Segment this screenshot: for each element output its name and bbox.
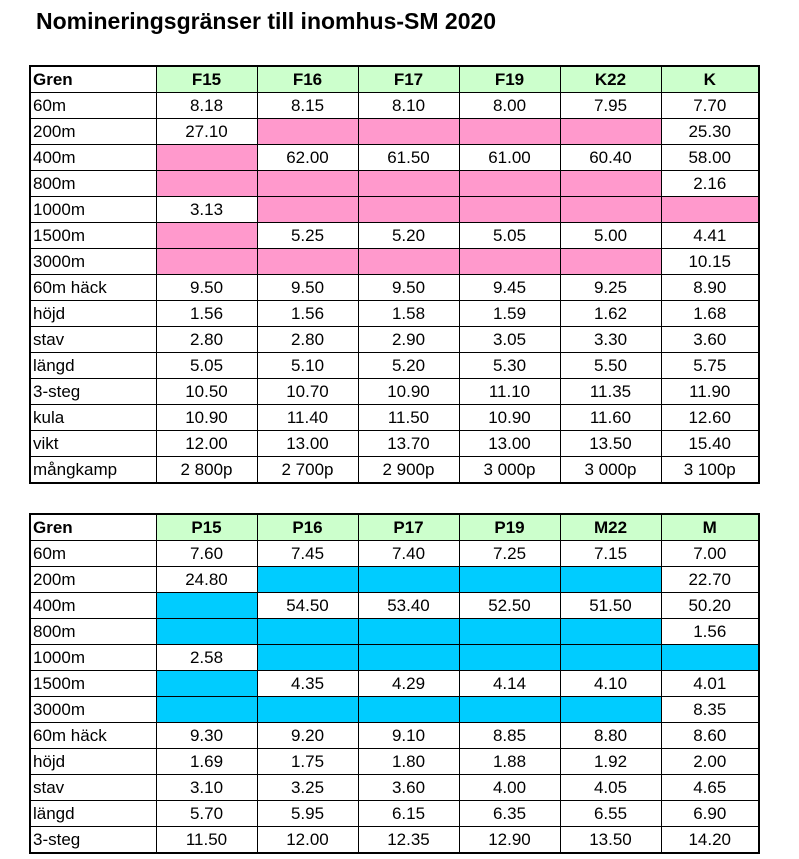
table-row [30, 327, 759, 353]
limit-value-cell: 2.58 [156, 645, 257, 671]
event-name-cell: stav [30, 775, 156, 801]
limit-value-cell: 3 000p [459, 457, 560, 484]
table-row [30, 749, 759, 775]
table-row [30, 567, 759, 593]
not-applicable-cell [560, 171, 661, 197]
table-row [30, 353, 759, 379]
limit-value-cell: 25.30 [661, 119, 759, 145]
limit-value-cell: 12.00 [156, 431, 257, 457]
not-applicable-cell [358, 197, 459, 223]
not-applicable-cell [560, 567, 661, 593]
limit-value-cell: 7.40 [358, 541, 459, 567]
not-applicable-cell [257, 119, 358, 145]
not-applicable-cell [358, 619, 459, 645]
limit-value-cell: 5.30 [459, 353, 560, 379]
limit-value-cell: 10.90 [156, 405, 257, 431]
limit-value-cell: 5.25 [257, 223, 358, 249]
limit-value-cell: 61.50 [358, 145, 459, 171]
limit-value-cell: 5.10 [257, 353, 358, 379]
limit-value-cell: 7.95 [560, 93, 661, 119]
limit-value-cell: 2.00 [661, 749, 759, 775]
limit-value-cell: 10.50 [156, 379, 257, 405]
limit-value-cell: 1.92 [560, 749, 661, 775]
limit-value-cell: 7.25 [459, 541, 560, 567]
table-row [30, 541, 759, 567]
table-row [30, 301, 759, 327]
limit-value-cell: 4.14 [459, 671, 560, 697]
not-applicable-cell [358, 119, 459, 145]
limit-value-cell: 1.68 [661, 301, 759, 327]
limit-value-cell: 6.35 [459, 801, 560, 827]
limit-value-cell: 7.45 [257, 541, 358, 567]
limit-value-cell: 15.40 [661, 431, 759, 457]
limit-value-cell: 8.00 [459, 93, 560, 119]
table-row [30, 593, 759, 619]
not-applicable-cell [661, 645, 759, 671]
limit-value-cell: 1.62 [560, 301, 661, 327]
limit-value-cell: 10.15 [661, 249, 759, 275]
event-name-cell: 1000m [30, 645, 156, 671]
limit-value-cell: 7.00 [661, 541, 759, 567]
limit-value-cell: 11.90 [661, 379, 759, 405]
not-applicable-cell [358, 171, 459, 197]
not-applicable-cell [156, 145, 257, 171]
limit-value-cell: 3 100p [661, 457, 759, 484]
event-name-cell: 60m häck [30, 723, 156, 749]
limit-value-cell: 54.50 [257, 593, 358, 619]
limit-value-cell: 8.85 [459, 723, 560, 749]
event-name-cell: 60m [30, 541, 156, 567]
event-name-cell: 3000m [30, 697, 156, 723]
limit-value-cell: 13.50 [560, 827, 661, 854]
not-applicable-cell [358, 567, 459, 593]
limit-value-cell: 11.10 [459, 379, 560, 405]
limit-value-cell: 8.80 [560, 723, 661, 749]
limit-value-cell: 9.20 [257, 723, 358, 749]
column-header-class: M [661, 514, 759, 541]
table-row [30, 697, 759, 723]
column-header-class: M22 [560, 514, 661, 541]
not-applicable-cell [257, 249, 358, 275]
not-applicable-cell [257, 645, 358, 671]
limit-value-cell: 11.50 [358, 405, 459, 431]
limit-value-cell: 2.90 [358, 327, 459, 353]
column-header-class: F15 [156, 66, 257, 93]
table-row [30, 827, 759, 854]
not-applicable-cell [459, 197, 560, 223]
not-applicable-cell [560, 645, 661, 671]
limit-value-cell: 62.00 [257, 145, 358, 171]
limit-value-cell: 53.40 [358, 593, 459, 619]
table-header-row [30, 514, 759, 541]
limit-value-cell: 9.50 [257, 275, 358, 301]
column-header-class: P17 [358, 514, 459, 541]
event-name-cell: 3000m [30, 249, 156, 275]
limit-value-cell: 13.00 [459, 431, 560, 457]
limit-value-cell: 8.60 [661, 723, 759, 749]
limit-value-cell: 2 900p [358, 457, 459, 484]
column-header-event: Gren [30, 514, 156, 541]
limit-value-cell: 9.25 [560, 275, 661, 301]
event-name-cell: 1500m [30, 223, 156, 249]
not-applicable-cell [156, 619, 257, 645]
limit-value-cell: 6.55 [560, 801, 661, 827]
limit-value-cell: 4.00 [459, 775, 560, 801]
not-applicable-cell [560, 249, 661, 275]
not-applicable-cell [459, 697, 560, 723]
table-row [30, 457, 759, 484]
limit-value-cell: 3.60 [358, 775, 459, 801]
event-name-cell: 1500m [30, 671, 156, 697]
limit-value-cell: 3.60 [661, 327, 759, 353]
column-header-class: K22 [560, 66, 661, 93]
limit-value-cell: 1.58 [358, 301, 459, 327]
event-name-cell: höjd [30, 749, 156, 775]
event-name-cell: 200m [30, 567, 156, 593]
limit-value-cell: 11.35 [560, 379, 661, 405]
women-limits-table [29, 65, 760, 484]
table-row [30, 801, 759, 827]
event-name-cell: längd [30, 801, 156, 827]
limit-value-cell: 5.00 [560, 223, 661, 249]
limit-value-cell: 4.05 [560, 775, 661, 801]
limit-value-cell: 11.60 [560, 405, 661, 431]
event-name-cell: mångkamp [30, 457, 156, 484]
limit-value-cell: 27.10 [156, 119, 257, 145]
limit-value-cell: 12.00 [257, 827, 358, 854]
limit-value-cell: 4.29 [358, 671, 459, 697]
not-applicable-cell [459, 249, 560, 275]
not-applicable-cell [358, 697, 459, 723]
limit-value-cell: 8.90 [661, 275, 759, 301]
limit-value-cell: 4.01 [661, 671, 759, 697]
limit-value-cell: 2.16 [661, 171, 759, 197]
column-header-class: F19 [459, 66, 560, 93]
table-row [30, 171, 759, 197]
not-applicable-cell [257, 619, 358, 645]
not-applicable-cell [257, 567, 358, 593]
not-applicable-cell [459, 171, 560, 197]
limit-value-cell: 5.70 [156, 801, 257, 827]
limit-value-cell: 7.70 [661, 93, 759, 119]
event-name-cell: 400m [30, 145, 156, 171]
limit-value-cell: 7.60 [156, 541, 257, 567]
event-name-cell: kula [30, 405, 156, 431]
column-header-class: P15 [156, 514, 257, 541]
limit-value-cell: 5.05 [156, 353, 257, 379]
not-applicable-cell [257, 697, 358, 723]
not-applicable-cell [358, 249, 459, 275]
limit-value-cell: 1.56 [156, 301, 257, 327]
not-applicable-cell [560, 197, 661, 223]
limit-value-cell: 51.50 [560, 593, 661, 619]
not-applicable-cell [459, 119, 560, 145]
column-header-event: Gren [30, 66, 156, 93]
not-applicable-cell [459, 619, 560, 645]
limit-value-cell: 3.13 [156, 197, 257, 223]
limit-value-cell: 9.30 [156, 723, 257, 749]
limit-value-cell: 12.60 [661, 405, 759, 431]
not-applicable-cell [661, 197, 759, 223]
limit-value-cell: 4.65 [661, 775, 759, 801]
table-row [30, 405, 759, 431]
limit-value-cell: 1.88 [459, 749, 560, 775]
limit-value-cell: 14.20 [661, 827, 759, 854]
limit-value-cell: 6.90 [661, 801, 759, 827]
limit-value-cell: 10.70 [257, 379, 358, 405]
limit-value-cell: 4.35 [257, 671, 358, 697]
column-header-class: F16 [257, 66, 358, 93]
limit-value-cell: 2 800p [156, 457, 257, 484]
limit-value-cell: 11.50 [156, 827, 257, 854]
limit-value-cell: 4.41 [661, 223, 759, 249]
not-applicable-cell [156, 223, 257, 249]
limit-value-cell: 13.70 [358, 431, 459, 457]
table-row [30, 775, 759, 801]
limit-value-cell: 9.50 [358, 275, 459, 301]
limit-value-cell: 7.15 [560, 541, 661, 567]
limit-value-cell: 5.50 [560, 353, 661, 379]
limit-value-cell: 12.35 [358, 827, 459, 854]
not-applicable-cell [156, 697, 257, 723]
limit-value-cell: 3 000p [560, 457, 661, 484]
column-header-class: K [661, 66, 759, 93]
limit-value-cell: 10.90 [459, 405, 560, 431]
not-applicable-cell [459, 567, 560, 593]
not-applicable-cell [257, 171, 358, 197]
limit-value-cell: 13.50 [560, 431, 661, 457]
event-name-cell: 60m [30, 93, 156, 119]
limit-value-cell: 9.50 [156, 275, 257, 301]
event-name-cell: vikt [30, 431, 156, 457]
limit-value-cell: 10.90 [358, 379, 459, 405]
event-name-cell: 3-steg [30, 827, 156, 854]
table-row [30, 431, 759, 457]
limit-value-cell: 1.75 [257, 749, 358, 775]
limit-value-cell: 1.59 [459, 301, 560, 327]
limit-value-cell: 58.00 [661, 145, 759, 171]
limit-value-cell: 3.05 [459, 327, 560, 353]
table-row [30, 619, 759, 645]
limit-value-cell: 8.15 [257, 93, 358, 119]
limit-value-cell: 13.00 [257, 431, 358, 457]
limit-value-cell: 1.80 [358, 749, 459, 775]
limit-value-cell: 5.20 [358, 223, 459, 249]
table-row [30, 93, 759, 119]
limit-value-cell: 22.70 [661, 567, 759, 593]
table-row [30, 671, 759, 697]
limit-value-cell: 11.40 [257, 405, 358, 431]
limit-value-cell: 1.56 [257, 301, 358, 327]
event-name-cell: 1000m [30, 197, 156, 223]
event-name-cell: 400m [30, 593, 156, 619]
limit-value-cell: 2.80 [156, 327, 257, 353]
limit-value-cell: 4.10 [560, 671, 661, 697]
event-name-cell: 3-steg [30, 379, 156, 405]
limit-value-cell: 24.80 [156, 567, 257, 593]
not-applicable-cell [257, 197, 358, 223]
limit-value-cell: 8.35 [661, 697, 759, 723]
column-header-class: F17 [358, 66, 459, 93]
page-title: Nomineringsgränser till inomhus-SM 2020 [36, 8, 497, 34]
table-row [30, 249, 759, 275]
event-name-cell: längd [30, 353, 156, 379]
table-row [30, 275, 759, 301]
men-limits-table [29, 513, 760, 854]
table-row [30, 197, 759, 223]
table-row [30, 645, 759, 671]
limit-value-cell: 1.56 [661, 619, 759, 645]
event-name-cell: höjd [30, 301, 156, 327]
table-row [30, 145, 759, 171]
limit-value-cell: 8.10 [358, 93, 459, 119]
not-applicable-cell [156, 671, 257, 697]
limit-value-cell: 52.50 [459, 593, 560, 619]
limit-value-cell: 9.10 [358, 723, 459, 749]
event-name-cell: 800m [30, 171, 156, 197]
event-name-cell: 60m häck [30, 275, 156, 301]
limit-value-cell: 5.20 [358, 353, 459, 379]
table-row [30, 223, 759, 249]
not-applicable-cell [560, 697, 661, 723]
table-row [30, 119, 759, 145]
limit-value-cell: 50.20 [661, 593, 759, 619]
limit-value-cell: 3.10 [156, 775, 257, 801]
not-applicable-cell [560, 119, 661, 145]
limit-value-cell: 6.15 [358, 801, 459, 827]
table-row [30, 723, 759, 749]
limit-value-cell: 5.75 [661, 353, 759, 379]
limit-value-cell: 12.90 [459, 827, 560, 854]
limit-value-cell: 2 700p [257, 457, 358, 484]
not-applicable-cell [358, 645, 459, 671]
limit-value-cell: 5.95 [257, 801, 358, 827]
column-header-class: P16 [257, 514, 358, 541]
event-name-cell: 800m [30, 619, 156, 645]
event-name-cell: 200m [30, 119, 156, 145]
limit-value-cell: 2.80 [257, 327, 358, 353]
not-applicable-cell [156, 593, 257, 619]
not-applicable-cell [156, 249, 257, 275]
event-name-cell: stav [30, 327, 156, 353]
limit-value-cell: 8.18 [156, 93, 257, 119]
not-applicable-cell [459, 645, 560, 671]
limit-value-cell: 3.25 [257, 775, 358, 801]
limit-value-cell: 60.40 [560, 145, 661, 171]
limit-value-cell: 1.69 [156, 749, 257, 775]
limit-value-cell: 3.30 [560, 327, 661, 353]
table-header-row [30, 66, 759, 93]
table-row [30, 379, 759, 405]
limit-value-cell: 5.05 [459, 223, 560, 249]
column-header-class: P19 [459, 514, 560, 541]
limit-value-cell: 9.45 [459, 275, 560, 301]
not-applicable-cell [156, 171, 257, 197]
limit-value-cell: 61.00 [459, 145, 560, 171]
not-applicable-cell [560, 619, 661, 645]
